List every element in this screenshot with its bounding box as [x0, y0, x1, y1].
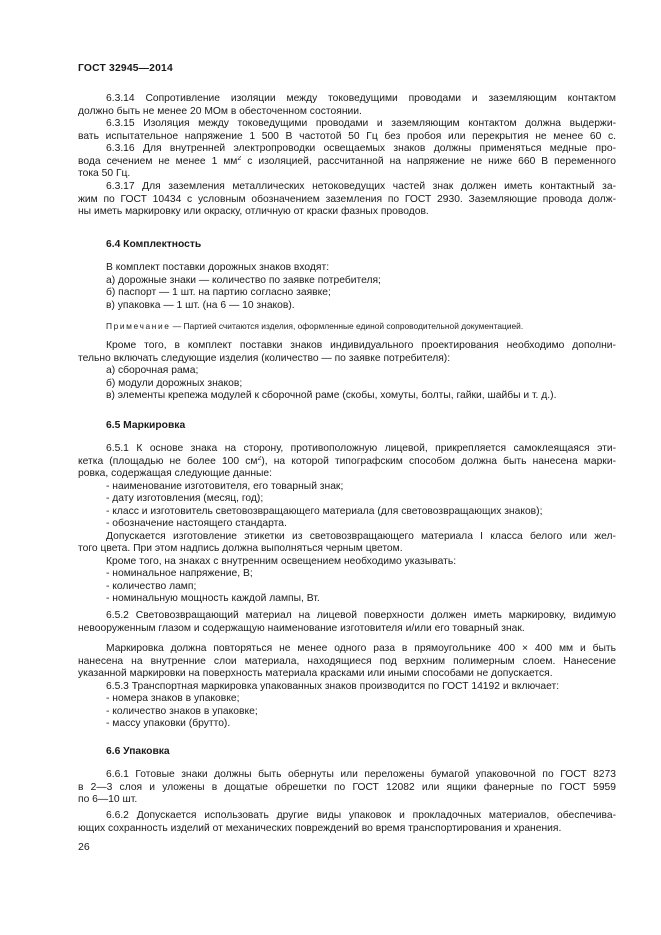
paragraph-6-3-17-line: жим по ГОСТ 10434 с условным обозначением заземления по ГОСТ 2930. Заземляющие провода долж-: [78, 193, 616, 205]
paragraph-6-6-1-line: 6.6.1 Готовые знаки должны быть обернуты или переложены бумагой упаковочной по ГОСТ 8273: [106, 769, 616, 780]
list-item: - количество ламп;: [106, 580, 197, 592]
note: [106, 320, 616, 333]
paragraph-line: Допускается изготовление этикетки из световозвращающего материала I класса белого или жел-: [106, 530, 616, 542]
paragraph-6-3-15-line: вать испытательное напряжение 1 500 В частотой 50 Гц без пробоя или перекрытия не менее 60 с.: [78, 130, 616, 142]
paragraph-6-6-2-line: 6.6.2 Допускается использовать другие виды упаковок и прокладочных материалов, обеспечива-: [106, 810, 616, 821]
paragraph-6-5-2-line: 6.5.2 Световозвращающий материал на лицевой поверхности должен иметь маркировку, видимую: [106, 610, 616, 621]
paragraph-6-6-2-line: ющих сохранность изделий от механических повреждений во время транспортирования и хранения.: [78, 822, 562, 834]
paragraph-line: указанной маркировки на поверхность материала красками или иными способами не допускается.: [78, 668, 553, 679]
paragraph-6-3-17-line: 6.3.17 Для заземления металлических нетоковедущих частей знак должен иметь контактный за-: [106, 181, 616, 192]
list-item: - номинальное напряжение, В;: [106, 568, 253, 579]
section-6-4-intro: В комплект поставки дорожных знаков входят:: [106, 262, 330, 273]
paragraph-6-6-1-line: в 2—3 слоя и уложены в дощатые обрешетки по ГОСТ 12082 или ящики фанерные по ГОСТ 5959: [78, 781, 616, 793]
paragraph-6-3-15-line: 6.3.15 Изоляция между токоведущими проводами и заземляющим контактом должна выдержи-: [106, 118, 616, 129]
paragraph-6-3-17-line: ны иметь маркировку или окраску, отличную от краски фазных проводов.: [78, 206, 429, 217]
list-item: а) дорожные знаки — количество по заявке потребителя;: [106, 274, 381, 286]
list-item: в) элементы крепежа модулей к сборочной раме (скобы, хомуты, болты, гайки, шайбы и т. д.).: [106, 390, 557, 401]
document-header: ГОСТ 32945—2014: [78, 63, 173, 74]
section-6-6-heading: 6.6 Упаковка: [106, 746, 170, 757]
list-item: а) сборочная рама;: [106, 365, 199, 376]
paragraph-line: Маркировка должна повторяться не менее одного раза в прямоугольнике 400 × 400 мм и быть: [106, 643, 616, 654]
text-run: кетка (площадью не более 100 см: [78, 455, 258, 467]
paragraph-6-5-1-line: ровка, содержащая следующие данные:: [78, 468, 273, 479]
superscript: 2: [237, 155, 242, 162]
list-item: в) упаковка — 1 шт. (на 6 — 10 знаков).: [106, 299, 295, 311]
paragraph-line: Кроме того, на знаках с внутренним освещением необходимо указывать:: [106, 555, 457, 567]
paragraph-line: нанесена на внутренние слои материала, находящиеся под верхним полимерным слоем. Нанесение: [78, 655, 616, 667]
paragraph-6-5-1-line: [78, 456, 616, 469]
text-run: с изоляцией, рассчитанной на напряжение не ниже 660 В переменного: [241, 155, 616, 167]
paragraph-line: Кроме того, в комплект поставки знаков индивидуального проектирования необходимо дополни-: [106, 340, 616, 351]
list-item: - обозначение настоящего стандарта.: [106, 518, 287, 529]
paragraph-6-5-1-line: 6.5.1 К основе знака на сторону, противоположную лицевой, прикрепляется самоклеящаяся эти-: [106, 443, 616, 454]
list-item: б) паспорт — 1 шт. на партию согласно заявке;: [106, 287, 331, 298]
paragraph-6-3-14-line: должно быть не менее 20 МОм в обесточенном состоянии.: [78, 105, 362, 117]
section-6-4-heading: 6.4 Комплектность: [106, 239, 202, 250]
paragraph-6-3-16-line: 6.3.16 Для внутренней электропроводки освещаемых знаков должны применяться медные про-: [106, 143, 616, 154]
text-run: ), на которой типографским способом должна быть нанесена марки-: [261, 455, 616, 467]
list-item: б) модули дорожных знаков;: [106, 377, 243, 389]
list-item: - номинальную мощность каждой лампы, Вт.: [106, 593, 320, 604]
paragraph-6-3-16-line: тока 50 Гц.: [78, 168, 131, 179]
section-6-5-heading: 6.5 Маркировка: [106, 420, 186, 431]
list-item: - наименование изготовителя, его товарный знак;: [106, 480, 344, 492]
note-label: Примечание: [106, 321, 171, 331]
superscript: 2: [257, 455, 262, 462]
list-item: - номера знаков в упаковке;: [106, 693, 240, 704]
paragraph-6-6-1-line: по 6—10 шт.: [78, 794, 138, 805]
list-item: - дату изготовления (месяц, год);: [106, 493, 264, 504]
paragraph-6-3-16-line: [78, 156, 616, 169]
text-run: вода сечением не менее 1 мм: [78, 155, 238, 167]
list-item: - количество знаков в упаковке;: [106, 705, 258, 717]
paragraph-6-3-14-line: 6.3.14 Сопротивление изоляции между токоведущими проводами и заземляющим контактом: [106, 93, 616, 104]
paragraph-line: тельно включать следующие изделия (количество — по заявке потребителя):: [78, 352, 451, 364]
page-number: 26: [78, 841, 90, 853]
paragraph-line: того цвета. При этом надпись должна выполняться черным цветом.: [78, 543, 403, 554]
paragraph-6-5-2-line: невооруженным глазом и содержащую наименование изготовителя и/или его товарный знак.: [78, 622, 525, 634]
paragraph-6-5-3-line: 6.5.3 Транспортная маркировка упакованных знаков производится по ГОСТ 14192 и включает:: [106, 680, 560, 692]
list-item: - массу упаковки (брутто).: [106, 718, 231, 729]
note-text: — Партией считаются изделия, оформленные единой сопроводительной документацией.: [170, 321, 524, 331]
list-item: - класс и изготовитель световозвращающего материала (для световозвращающих знаков);: [106, 505, 543, 517]
